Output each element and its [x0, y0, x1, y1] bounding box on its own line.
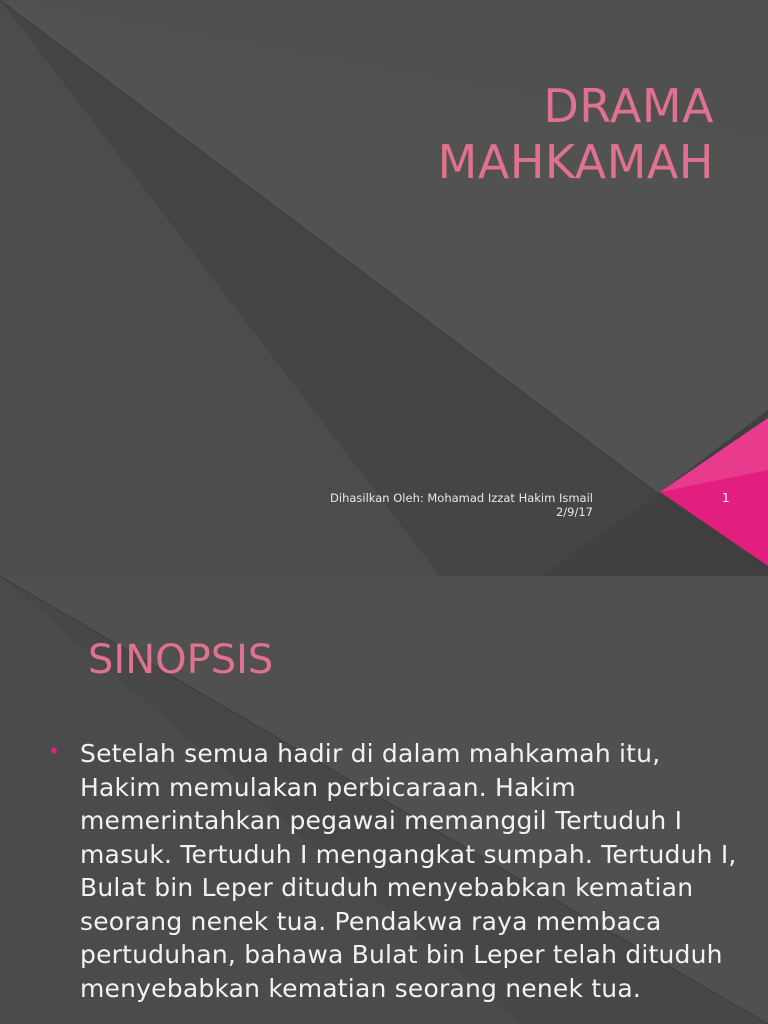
title-line-1: DRAMA	[543, 79, 714, 133]
section-title: SINOPSIS	[88, 637, 274, 683]
synopsis-text: Setelah semua hadir di dalam mahkamah itu, Hakim memulakan perbicaraan. Hakim memerintahkan pegawai memanggil Tertuduh I masuk. Tertuduh I mengangkat sumpah. Tertuduh I, Bulat bin Leper dituduh menyebabkan kematian seorang nenek tua. Pendakwa raya membaca pertuduhan, bahawa Bulat bin Leper telah dituduh menyebabkan kematian seorang nenek tua.	[80, 739, 737, 1003]
title-line-2: MAHKAMAH	[437, 135, 714, 189]
bullet-icon: •	[48, 739, 60, 763]
list-item	[48, 737, 738, 1005]
author-credit: Dihasilkan Oleh: Mohamad Izzat Hakim Ismail	[330, 491, 593, 505]
bullet-list	[48, 737, 738, 1005]
slide-title	[438, 78, 714, 190]
slide-date: 2/9/17	[555, 505, 593, 519]
slide-footer	[330, 491, 593, 519]
slide-number: 1	[722, 491, 730, 505]
